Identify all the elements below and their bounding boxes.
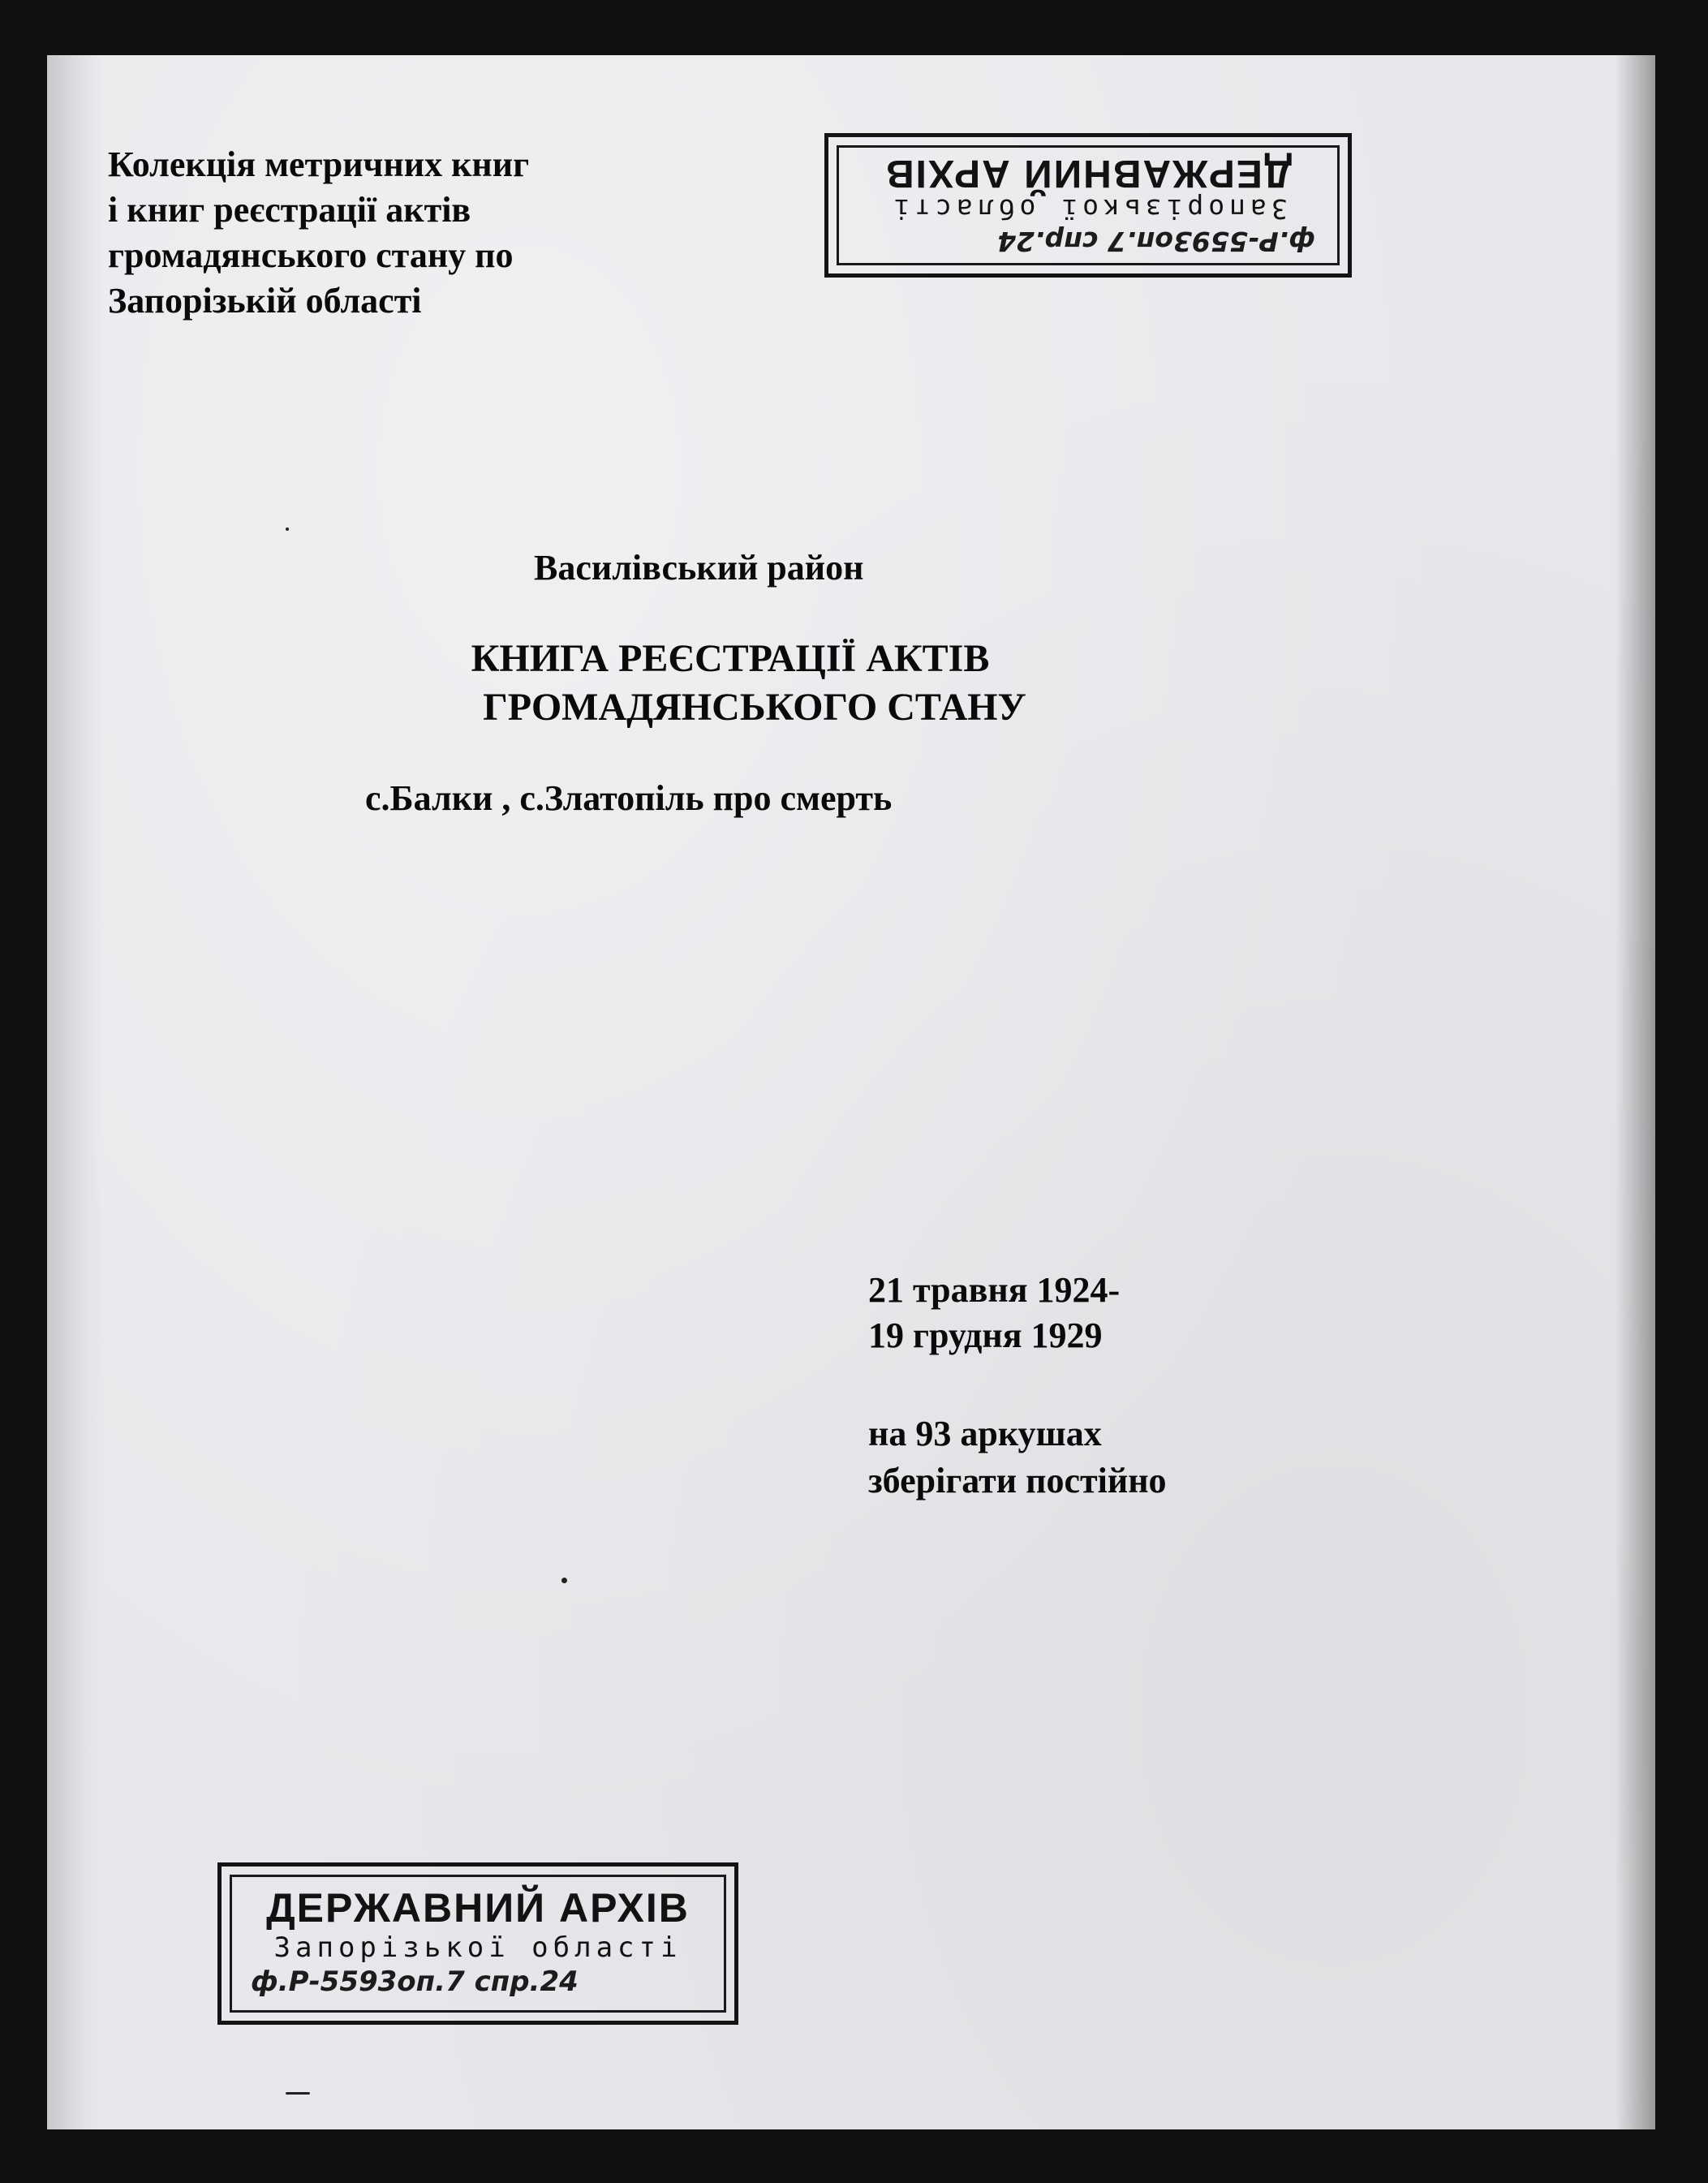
paper-shadow — [1615, 55, 1655, 2129]
stamp-title: ДЕРЖАВНИЙ АРХІВ — [266, 1885, 690, 1931]
paper-sheet — [47, 55, 1655, 2129]
date-range — [868, 1268, 1120, 1358]
collection-heading-line: Запорізькій області — [108, 281, 422, 321]
sheet-count: на 93 аркушах — [868, 1414, 1102, 1453]
district-name: Василівський район — [534, 548, 864, 588]
collection-heading-line: громадянського стану по — [108, 235, 514, 275]
archive-stamp — [217, 1862, 738, 2025]
book-title — [438, 635, 1071, 732]
dust-speck — [286, 2092, 310, 2095]
stamp-subtitle: Запорізької області — [273, 1931, 682, 1964]
dust-speck — [561, 1578, 567, 1583]
date-end: 19 грудня 1929 — [868, 1315, 1103, 1355]
book-title-line: КНИГА РЕЄСТРАЦІЇ АКТІВ — [471, 637, 990, 680]
collection-heading-line: і книг реєстрації актів — [108, 190, 471, 230]
paper-fold-edge — [47, 55, 104, 2129]
villages-subject: с.Балки , с.Златопіль про смерть — [365, 778, 893, 818]
archive-stamp-upside-down — [824, 133, 1352, 278]
collection-heading-line: Колекція метричних книг — [108, 144, 530, 184]
stamp-fund-line: ф.Р-5593оп.7 спр.24 — [251, 1966, 579, 1998]
sheets-info — [868, 1410, 1167, 1505]
collection-heading — [108, 142, 692, 324]
book-title-line: ГРОМАДЯНСЬКОГО СТАНУ — [483, 686, 1026, 729]
stamp-fund-line: ф.Р-5593оп.7 спр.24 — [997, 226, 1315, 257]
retention-note: зберігати постійно — [868, 1461, 1167, 1501]
dust-speck — [286, 527, 289, 531]
date-start: 21 травня 1924- — [868, 1270, 1121, 1310]
stamp-title: ДЕРЖАВНИЙ АРХІВ — [884, 152, 1293, 195]
stamp-subtitle: Запорізької області — [888, 193, 1288, 225]
